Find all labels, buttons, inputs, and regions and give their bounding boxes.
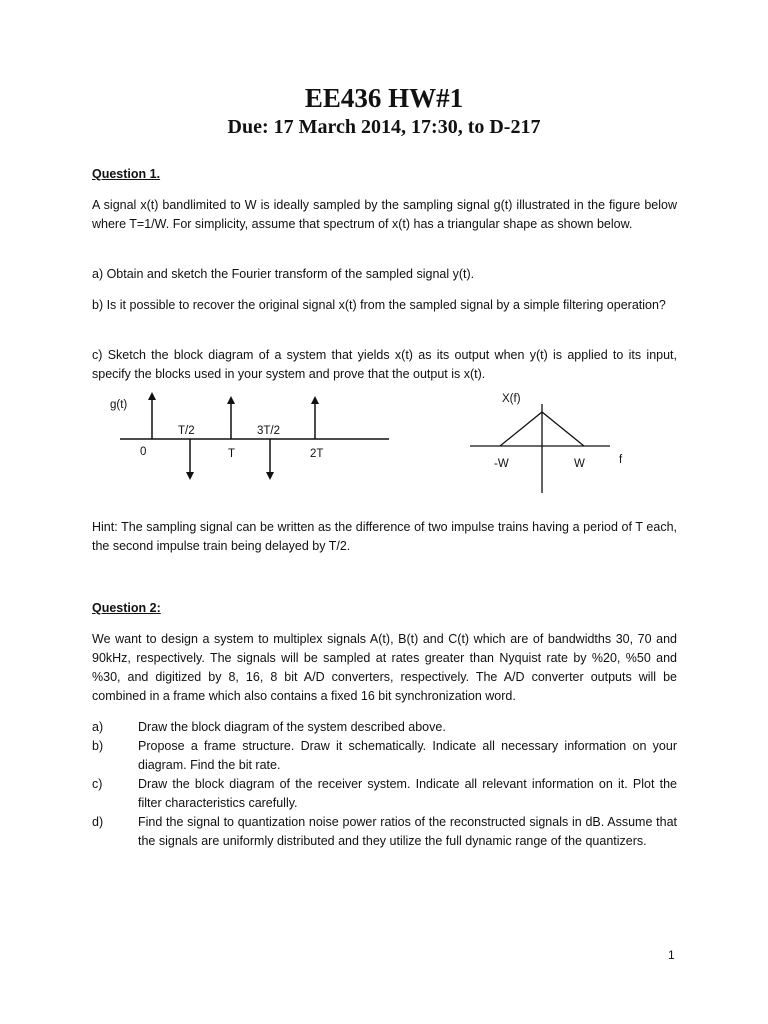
question-1-part-a: a) Obtain and sketch the Fourier transform of the sampled signal y(t). bbox=[92, 267, 475, 281]
g-tick-t: T bbox=[228, 448, 236, 460]
question-1-part-c: c) Sketch the block diagram of a system that yields x(t) as its output when y(t) is applied to its input, specify the blocks used in your system and prove that the output is x(t). bbox=[92, 348, 677, 381]
spectrum-f-label: f bbox=[619, 454, 623, 466]
g-tick-3t-half: 3T/2 bbox=[257, 425, 281, 437]
question-1-intro: A signal x(t) bandlimited to W is ideally sampled by the sampling signal g(t) illustrated in the figure below where T=1/W. For simplicity, assume that spectrum of x(t) has a triangular shape as shown below. bbox=[92, 198, 677, 231]
list-text: Draw the block diagram of the receiver system. Indicate all relevant information on it. Plot the filter characteristics carefully. bbox=[138, 777, 677, 810]
document-title: EE436 HW#1 bbox=[304, 83, 464, 113]
g-tick-2t: 2T bbox=[310, 448, 324, 460]
g-label: g(t) bbox=[110, 399, 128, 411]
list-marker: b) bbox=[92, 739, 104, 753]
spectrum-figure bbox=[460, 388, 640, 498]
question-2-intro: We want to design a system to multiplex signals A(t), B(t) and C(t) which are of bandwidths 30, 70 and 90kHz, respectively. The signals will be sampled at rates greater than Nyquist rate by %20, %50 and %30, and digitized by 8, 16, 8 bit A/D converters, respectively. The A/D converter outputs will be combined in a frame which also contains a fixed 16 bit synchronization word. bbox=[92, 632, 677, 703]
spectrum-neg-w: -W bbox=[494, 458, 509, 470]
list-text: Find the signal to quantization noise power ratios of the reconstructed signals in dB. Assume that the signals are uniformly distributed and they utilize the full dynamic range of the quantizers. bbox=[138, 815, 677, 848]
page-number: 1 bbox=[668, 948, 675, 962]
question-2-part-b bbox=[92, 737, 677, 775]
sampling-signal-figure bbox=[100, 388, 400, 488]
g-tick-t-half: T/2 bbox=[178, 425, 195, 437]
question-1-heading: Question 1. bbox=[92, 167, 161, 181]
question-1-hint: Hint: The sampling signal can be written as the difference of two impulse trains having a period of T each, the second impulse train being delayed by T/2. bbox=[92, 520, 677, 553]
list-marker: a) bbox=[92, 720, 104, 734]
question-1-part-b: b) Is it possible to recover the original signal x(t) from the sampled signal by a simple filtering operation? bbox=[92, 298, 666, 312]
list-marker: c) bbox=[92, 777, 103, 791]
list-text: Propose a frame structure. Draw it schematically. Indicate all necessary information on your diagram. Find the bit rate. bbox=[138, 739, 677, 772]
question-2-part-a bbox=[92, 718, 677, 737]
spectrum-pos-w: W bbox=[574, 458, 585, 470]
g-origin-label: 0 bbox=[140, 446, 147, 458]
question-2-part-c bbox=[92, 775, 677, 813]
question-2-part-d bbox=[92, 813, 677, 851]
due-date: Due: 17 March 2014, 17:30, to D-217 bbox=[227, 116, 541, 138]
list-text: Draw the block diagram of the system described above. bbox=[138, 720, 446, 734]
question-2-heading: Question 2: bbox=[92, 601, 161, 615]
list-marker: d) bbox=[92, 815, 104, 829]
question-2-parts-list bbox=[92, 718, 677, 851]
spectrum-label: X(f) bbox=[502, 393, 521, 405]
